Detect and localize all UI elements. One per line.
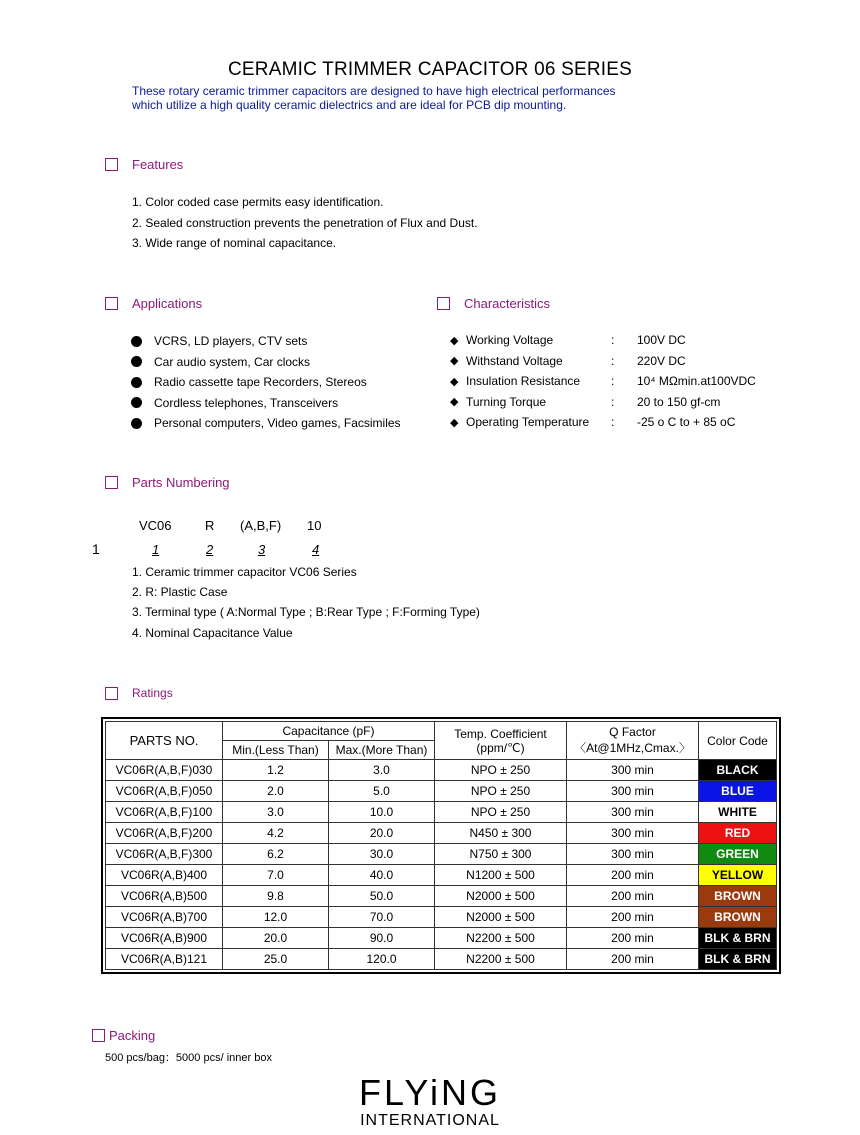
cell-max: 3.0	[329, 760, 435, 781]
packing-heading-label: Packing	[109, 1028, 156, 1043]
packing-text: 500 pcs/bag：5000 pcs/ inner box	[105, 1052, 272, 1064]
header-parts-no: PARTS NO.	[106, 722, 223, 760]
parts-item: 2. R: Plastic Case	[132, 585, 228, 599]
cell-min: 3.0	[223, 802, 329, 823]
cell-q-factor: 200 min	[567, 886, 699, 907]
logo-word-international: INTERNATIONAL	[360, 1112, 500, 1129]
table-row	[106, 802, 777, 823]
diamond-bullet-icon: ◆	[450, 375, 459, 388]
characteristic-item: ◆ Operating Temperature : -25 o C to + 85 oC	[450, 415, 736, 430]
cell-temp-coefficient: N2000 ± 500	[435, 886, 567, 907]
parts-item: 1. Ceramic trimmer capacitor VC06 Series	[132, 565, 357, 579]
application-item: VCRS, LD players, CTV sets	[131, 331, 401, 352]
intro-line-1: These rotary ceramic trimmer capacitors are designed to have high electrical performances	[132, 84, 616, 98]
code-capacitance: 10	[307, 518, 322, 533]
cell-max: 40.0	[329, 865, 435, 886]
cell-part-no: VC06R(A,B)500	[106, 886, 223, 907]
bullet-icon	[131, 397, 142, 408]
cell-temp-coefficient: N450 ± 300	[435, 823, 567, 844]
cell-min: 6.2	[223, 844, 329, 865]
cell-part-no: VC06R(A,B)900	[106, 928, 223, 949]
features-heading-label: Features	[132, 157, 184, 172]
cell-part-no: VC06R(A,B,F)050	[106, 781, 223, 802]
cell-color-code: GREEN	[699, 844, 777, 865]
checkbox-icon	[92, 1029, 105, 1042]
cell-color-code: WHITE	[699, 802, 777, 823]
application-item: Cordless telephones, Transceivers	[131, 393, 401, 414]
cell-q-factor: 200 min	[567, 949, 699, 970]
cell-q-factor: 300 min	[567, 823, 699, 844]
diamond-bullet-icon: ◆	[450, 396, 459, 409]
cell-temp-coefficient: N2200 ± 500	[435, 949, 567, 970]
bullet-icon	[131, 336, 142, 347]
bullet-icon	[131, 418, 142, 429]
header-max: Max.(More Than)	[329, 741, 435, 760]
cell-q-factor: 300 min	[567, 760, 699, 781]
table-row	[106, 886, 777, 907]
code-r: R	[205, 518, 215, 533]
cell-min: 1.2	[223, 760, 329, 781]
parts-numbering-heading	[105, 475, 230, 490]
cell-min: 2.0	[223, 781, 329, 802]
cell-q-factor: 300 min	[567, 781, 699, 802]
cell-q-factor: 200 min	[567, 865, 699, 886]
cell-max: 20.0	[329, 823, 435, 844]
cell-q-factor: 200 min	[567, 928, 699, 949]
ratings-heading	[105, 686, 173, 700]
parts-item: 4. Nominal Capacitance Value	[132, 626, 293, 640]
cell-max: 90.0	[329, 928, 435, 949]
cell-temp-coefficient: NPO ± 250	[435, 760, 567, 781]
checkbox-icon	[105, 158, 118, 171]
diamond-bullet-icon: ◆	[450, 416, 459, 429]
cell-min: 9.8	[223, 886, 329, 907]
characteristic-item: ◆ Working Voltage : 100V DC	[450, 333, 686, 348]
application-item: Radio cassette tape Recorders, Stereos	[131, 372, 401, 393]
cell-temp-coefficient: N2000 ± 500	[435, 907, 567, 928]
index-3: 3	[258, 542, 266, 557]
cell-color-code: BROWN	[699, 886, 777, 907]
features-heading	[105, 157, 183, 172]
characteristic-item: ◆ Turning Torque : 20 to 150 gf-cm	[450, 394, 721, 409]
cell-max: 120.0	[329, 949, 435, 970]
ratings-body	[106, 760, 777, 970]
diamond-bullet-icon: ◆	[450, 334, 459, 347]
cell-part-no: VC06R(A,B)400	[106, 865, 223, 886]
table-row	[106, 928, 777, 949]
table-row	[106, 844, 777, 865]
application-item: Personal computers, Video games, Facsimiles	[131, 413, 401, 434]
table-row	[106, 949, 777, 970]
characteristics-list	[450, 330, 756, 433]
application-item: Car audio system, Car clocks	[131, 352, 401, 373]
cell-color-code: BLUE	[699, 781, 777, 802]
cell-max: 5.0	[329, 781, 435, 802]
header-capacitance: Capacitance (pF)	[223, 722, 435, 741]
ratings-table-frame	[101, 717, 781, 974]
ratings-table	[105, 721, 777, 970]
index-2: 2	[206, 542, 214, 557]
feature-item: 2. Sealed construction prevents the penetration of Flux and Dust.	[132, 216, 478, 230]
feature-item: 1. Color coded case permits easy identification.	[132, 195, 384, 209]
characteristic-item: ◆ Withstand Voltage : 220V DC	[450, 353, 686, 368]
characteristics-heading	[437, 296, 550, 311]
table-row	[106, 865, 777, 886]
applications-heading	[105, 296, 202, 311]
cell-part-no: VC06R(A,B)700	[106, 907, 223, 928]
code-vc06: VC06	[139, 518, 172, 533]
cell-temp-coefficient: NPO ± 250	[435, 802, 567, 823]
left-number: 1	[92, 541, 100, 557]
intro-line-2: which utilize a high quality ceramic dielectrics and are ideal for PCB dip mounting.	[132, 98, 567, 112]
bullet-icon	[131, 356, 142, 367]
checkbox-icon	[105, 297, 118, 310]
cell-min: 25.0	[223, 949, 329, 970]
header-min: Min.(Less Than)	[223, 741, 329, 760]
bullet-icon	[131, 377, 142, 388]
applications-list	[131, 331, 401, 434]
index-4: 4	[312, 542, 320, 557]
parts-item: 3. Terminal type ( A:Normal Type ; B:Rear Type ; F:Forming Type)	[132, 605, 480, 619]
cell-part-no: VC06R(A,B,F)100	[106, 802, 223, 823]
code-terminal: (A,B,F)	[240, 518, 282, 533]
index-1: 1	[152, 542, 160, 557]
cell-color-code: BROWN	[699, 907, 777, 928]
checkbox-icon	[105, 687, 118, 700]
diamond-bullet-icon: ◆	[450, 355, 459, 368]
cell-max: 30.0	[329, 844, 435, 865]
cell-part-no: VC06R(A,B)121	[106, 949, 223, 970]
cell-part-no: VC06R(A,B,F)300	[106, 844, 223, 865]
checkbox-icon	[105, 476, 118, 489]
cell-color-code: BLK & BRN	[699, 949, 777, 970]
applications-heading-label: Applications	[132, 296, 203, 311]
cell-min: 7.0	[223, 865, 329, 886]
header-temp-coefficient: Temp. Coefficient (ppm/℃)	[435, 722, 567, 760]
company-logo	[330, 1073, 530, 1129]
ratings-heading-label: Ratings	[132, 686, 173, 700]
cell-min: 20.0	[223, 928, 329, 949]
cell-temp-coefficient: N1200 ± 500	[435, 865, 567, 886]
cell-temp-coefficient: N2200 ± 500	[435, 928, 567, 949]
checkbox-icon	[437, 297, 450, 310]
cell-color-code: BLACK	[699, 760, 777, 781]
logo-word-flying: FLYiNG	[358, 1072, 501, 1113]
cell-color-code: BLK & BRN	[699, 928, 777, 949]
characteristic-item: ◆ Insulation Resistance : 10⁴ MΩmin.at100VDC	[450, 374, 756, 389]
cell-max: 50.0	[329, 886, 435, 907]
cell-part-no: VC06R(A,B,F)200	[106, 823, 223, 844]
cell-q-factor: 300 min	[567, 802, 699, 823]
packing-heading	[92, 1028, 155, 1043]
characteristics-heading-label: Characteristics	[464, 296, 550, 311]
parts-numbering-heading-label: Parts Numbering	[132, 475, 230, 490]
cell-min: 12.0	[223, 907, 329, 928]
header-q-factor: Q Factor 〈At@1MHz,Cmax.〉	[567, 722, 699, 760]
cell-max: 10.0	[329, 802, 435, 823]
page-title: CERAMIC TRIMMER CAPACITOR 06 SERIES	[228, 59, 632, 80]
cell-q-factor: 200 min	[567, 907, 699, 928]
cell-color-code: RED	[699, 823, 777, 844]
feature-item: 3. Wide range of nominal capacitance.	[132, 236, 337, 250]
table-row	[106, 823, 777, 844]
cell-temp-coefficient: N750 ± 300	[435, 844, 567, 865]
cell-max: 70.0	[329, 907, 435, 928]
cell-min: 4.2	[223, 823, 329, 844]
table-row	[106, 781, 777, 802]
cell-part-no: VC06R(A,B,F)030	[106, 760, 223, 781]
cell-q-factor: 300 min	[567, 844, 699, 865]
cell-color-code: YELLOW	[699, 865, 777, 886]
header-color-code: Color Code	[699, 722, 777, 760]
table-row	[106, 760, 777, 781]
cell-temp-coefficient: NPO ± 250	[435, 781, 567, 802]
table-row	[106, 907, 777, 928]
